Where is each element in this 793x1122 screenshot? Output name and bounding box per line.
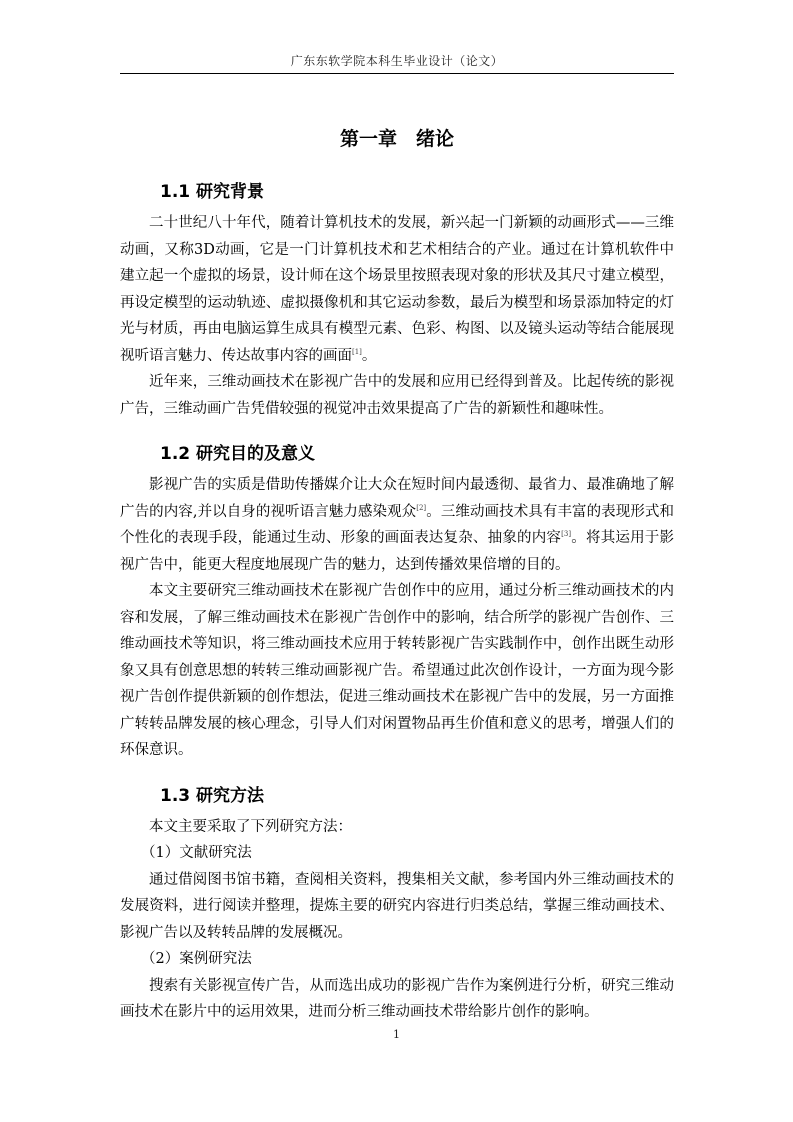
paragraph-text: 。三维动画技术具有丰富的表现形式和个性化的表现手段，能通过生动、形象的画面表达复杂、抽象的内容 [120, 503, 674, 546]
paragraph: 本文主要采取了下列研究方法： [149, 818, 352, 835]
header-rule [120, 73, 674, 74]
paragraph-text: 。将其运用于影视广告中，能更大程度地展现广告的魅力，达到传播效果倍增的目的。 [120, 530, 675, 573]
paragraph: 搜索有关影视宣传广告，从而选出成功的影视广告作为案例进行分析，研究三维动画技术在影片中的运用效果，进而分析三维动画技术带给影片创作的影响。 [120, 977, 674, 1020]
page-header: 广东东软学院本科生毕业设计（论文） [290, 54, 504, 68]
method-label: （1）文献研究法 [141, 845, 252, 861]
paragraph: 通过借阅图书馆书籍，查阅相关资料，搜集相关文献，参考国内外三维动画技术的发展资料，进行阅读并整理，提炼主要的研究内容进行归类总结，掌握三维动画技术、影视广告以及转转品牌的发展概况。 [120, 871, 674, 941]
paragraph-text: 二十世纪八十年代，随着计算机技术的发展，新兴起一门新颖的动画形式——三维动画，又称3D动画，它是一门计算机技术和艺术相结合的产业。通过在计算机软件中建立起一个虚拟的场景，设计师在这个场景里按照表现对象的形状及其尺寸建立模型，再设定模型的运动轨迹、虚拟摄像机和其它运动参数，最后为模型和场景添加特定的灯光与材质，再由电脑运算生成具有模型元素、色彩、构图、以及镜头运动等结合能展现视听语言魅力、传达故事内容的画面 [120, 215, 674, 364]
citation-ref: [2] [416, 503, 427, 512]
page-number: 1 [393, 1028, 400, 1041]
paragraph: 近年来，三维动画技术在影视广告中的发展和应用已经得到普及。比起传统的影视广告，三维动画广告凭借较强的视觉冲击效果提高了广告的新颖性和趣味性。 [120, 374, 674, 417]
citation-ref: [1] [352, 347, 362, 356]
chapter-title: 第一章 绪论 [339, 128, 454, 150]
section-title-1-3: 1.3 研究方法 [160, 785, 265, 806]
citation-ref: [3] [561, 530, 572, 538]
paragraph-text: 影视广告的实质是借助传播媒介让大众在短时间内最透彻、最省力、最准确地了解广告的内容,并以自身的视听语言魅力感染观众 [120, 477, 674, 520]
body-content [120, 172, 674, 1026]
section-title-1-2: 1.2 研究目的及意义 [160, 444, 316, 464]
paragraph [120, 472, 674, 578]
method-label: （2）案例研究法 [141, 951, 252, 967]
paragraph [120, 210, 674, 369]
paragraph-text: 。 [361, 347, 377, 364]
section-title-1-1: 1.1 研究背景 [160, 182, 265, 202]
paragraph: 本文主要研究三维动画技术在影视广告创作中的应用，通过分析三维动画技术的内容和发展，了解三维动画技术在影视广告创作中的影响，结合所学的影视广告创作、三维动画技术等知识，将三维动画技术应用于转转影视广告实践制作中，创作出既生动形象又具有创意思想的转转三维动画影视广告。希望通过此次创作设计，一方面为现今影视广告创作提供新颖的创作想法，促进三维动画技术在影视广告中的发展，另一方面推广转转品牌发展的核心理念，引导人们对闲置物品再生价值和意义的思考，增强人们的环保意识。 [120, 583, 674, 758]
